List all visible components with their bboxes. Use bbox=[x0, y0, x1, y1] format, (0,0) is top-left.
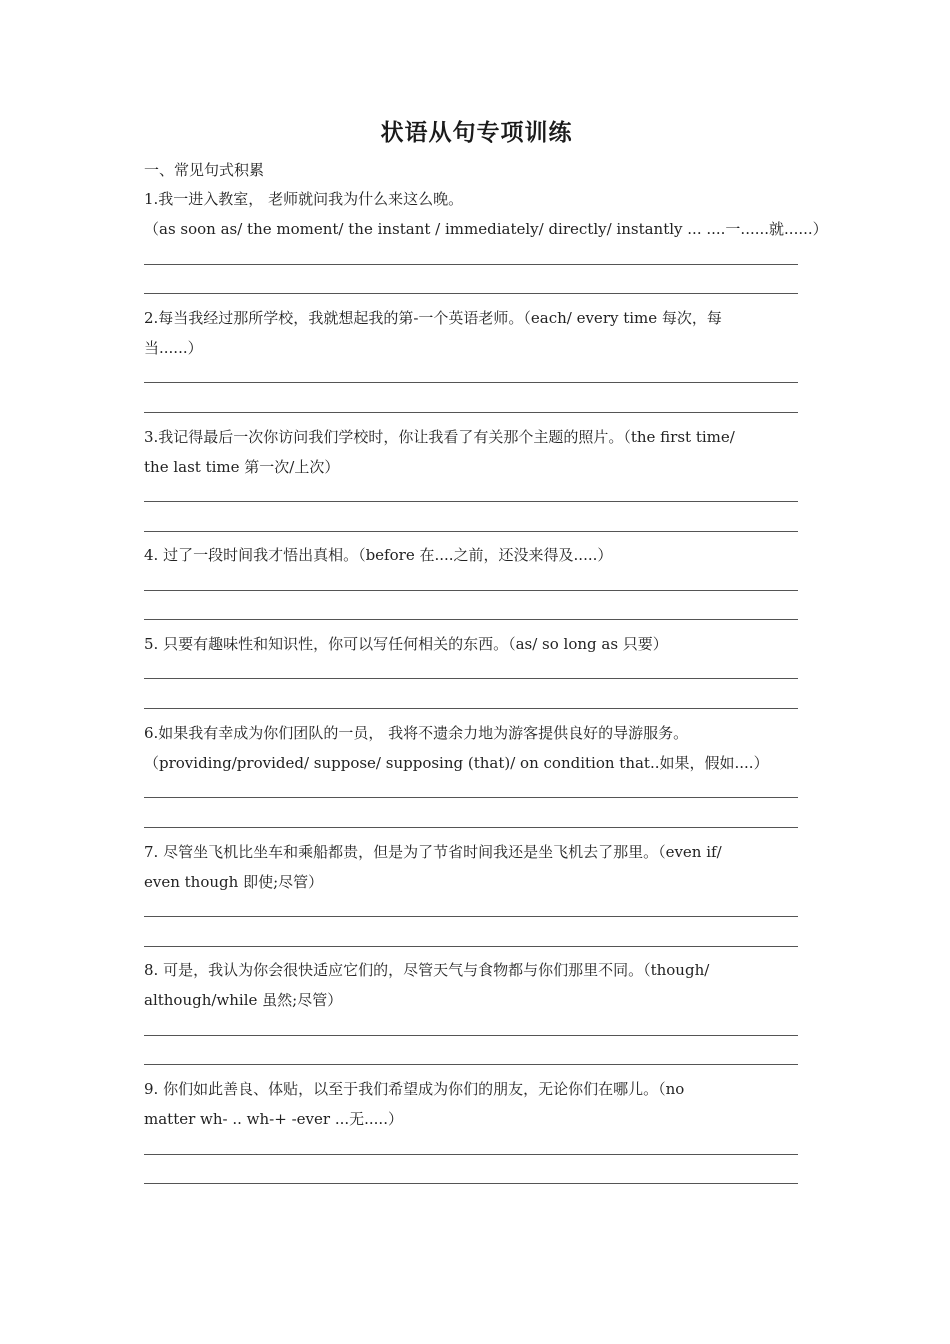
question-1-line-2: （as soon as/ the moment/ the instant / immediately/ directly/ instantly ... ....一......就......） bbox=[144, 220, 828, 238]
answer-line bbox=[144, 946, 798, 947]
question-9-line-1: 9. 你们如此善良、体贴，以至于我们希望成为你们的朋友，无论你们在哪儿。（no bbox=[144, 1080, 685, 1098]
question-2-line-1: 2.每当我经过那所学校，我就想起我的第-一个英语老师。（each/ every time 每次，每 bbox=[144, 309, 722, 327]
question-3 bbox=[144, 422, 809, 482]
answer-line bbox=[144, 827, 798, 828]
question-1 bbox=[144, 184, 828, 244]
answer-line bbox=[144, 1183, 798, 1184]
question-5-line-1: 5. 只要有趣味性和知识性，你可以写任何相关的东西。（as/ so long as 只要） bbox=[144, 635, 668, 653]
question-7-line-1: 7. 尽管坐飞机比坐车和乘船都贵，但是为了节省时间我还是坐飞机去了那里。（even if/ bbox=[144, 843, 722, 861]
question-8-line-2: although/while 虽然;尽管） bbox=[144, 991, 343, 1009]
question-3-line-2: the last time 第一次/上次） bbox=[144, 458, 340, 476]
answer-line bbox=[144, 678, 798, 679]
answer-line bbox=[144, 916, 798, 917]
question-5 bbox=[144, 629, 809, 659]
answer-line bbox=[144, 619, 798, 620]
question-9-line-2: matter wh- .. wh-+ -ever ...无.....） bbox=[144, 1110, 403, 1128]
answer-line bbox=[144, 797, 798, 798]
question-8 bbox=[144, 955, 809, 1015]
question-1-line-1: 1.我一进入教室， 老师就问我为什么来这么晚。 bbox=[144, 190, 464, 208]
question-7 bbox=[144, 837, 809, 897]
answer-line bbox=[144, 1035, 798, 1036]
answer-line bbox=[144, 501, 798, 502]
answer-line bbox=[144, 708, 798, 709]
answer-line bbox=[144, 590, 798, 591]
question-2 bbox=[144, 303, 809, 363]
question-8-line-1: 8. 可是，我认为你会很快适应它们的，尽管天气与食物都与你们那里不同。（though/ bbox=[144, 961, 710, 979]
page-title: 状语从句专项训练 bbox=[380, 119, 573, 146]
answer-line bbox=[144, 412, 798, 413]
answer-line bbox=[144, 1064, 798, 1065]
answer-line bbox=[144, 1154, 798, 1155]
question-6-line-2: （providing/provided/ suppose/ supposing (that)/ on condition that..如果，假如....） bbox=[144, 754, 769, 772]
question-2-line-2: 当......） bbox=[144, 339, 203, 357]
question-3-line-1: 3.我记得最后一次你访问我们学校时，你让我看了有关那个主题的照片。（the first time/ bbox=[144, 428, 735, 446]
question-4-line-1: 4. 过了一段时间我才悟出真相。（before 在....之前，还没来得及.....） bbox=[144, 546, 613, 564]
question-9 bbox=[144, 1074, 809, 1134]
answer-line bbox=[144, 264, 798, 265]
question-4 bbox=[144, 540, 809, 570]
question-6-line-1: 6.如果我有幸成为你们团队的一员， 我将不遗余力地为游客提供良好的导游服务。 bbox=[144, 724, 689, 742]
question-6 bbox=[144, 718, 809, 778]
section-heading: 一、常见句式积累 bbox=[144, 161, 265, 179]
question-7-line-2: even though 即使;尽管） bbox=[144, 873, 324, 891]
answer-line bbox=[144, 382, 798, 383]
answer-line bbox=[144, 531, 798, 532]
answer-line bbox=[144, 293, 798, 294]
